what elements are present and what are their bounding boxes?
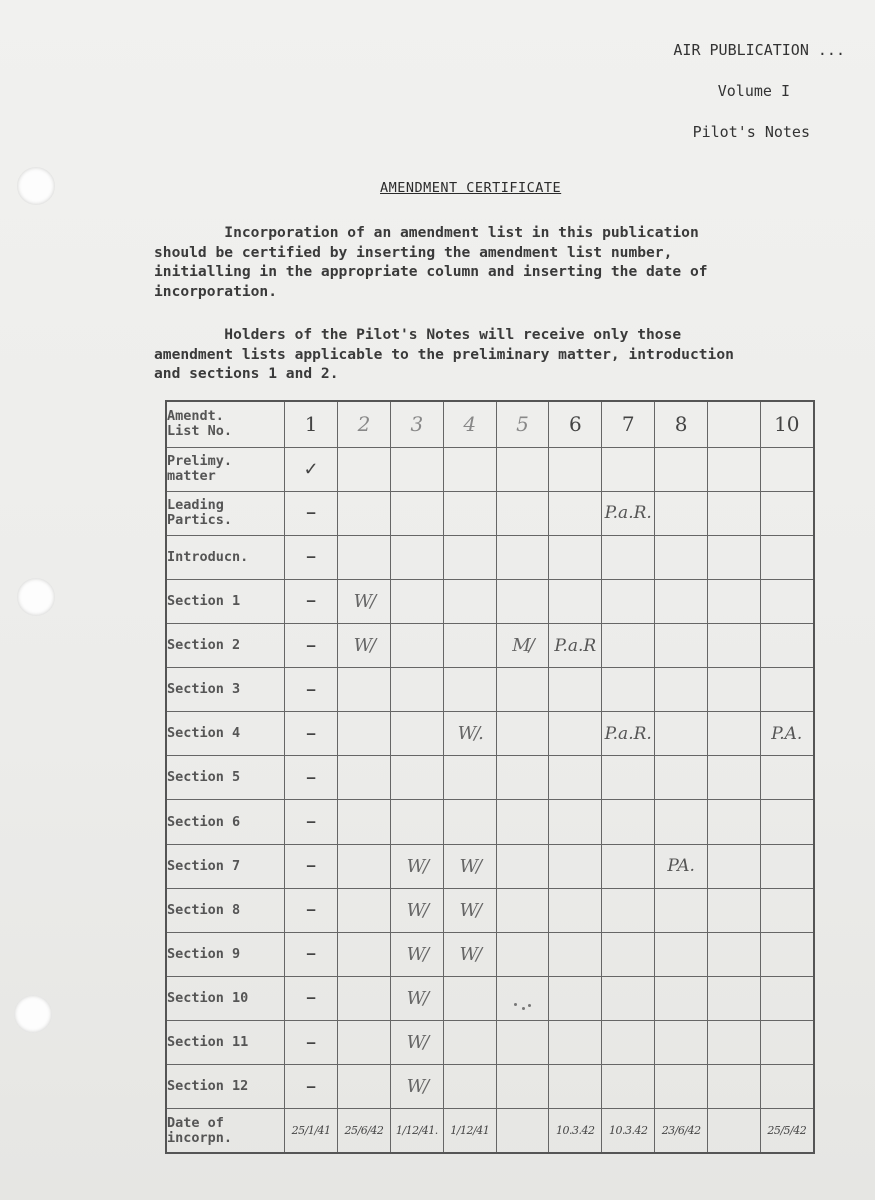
ink-speck [522, 1007, 525, 1010]
empty-cell [708, 491, 761, 535]
empty-cell [760, 932, 814, 976]
empty-cell [708, 712, 761, 756]
initials-cell: M/ [496, 624, 549, 668]
empty-cell [602, 888, 655, 932]
empty-cell [338, 668, 391, 712]
empty-cell [708, 844, 761, 888]
empty-cell [549, 579, 602, 623]
empty-cell [655, 932, 708, 976]
empty-cell [496, 447, 549, 491]
initials-cell: W/ [443, 888, 496, 932]
date-row [166, 1109, 814, 1153]
empty-cell [390, 800, 443, 844]
row-label: Section 10 [166, 976, 285, 1020]
empty-cell [602, 800, 655, 844]
initials-cell: – [285, 579, 338, 623]
empty-cell [760, 756, 814, 800]
table-row [166, 535, 814, 579]
initials-cell: P.a.R. [602, 712, 655, 756]
empty-cell [602, 932, 655, 976]
table-row [166, 1021, 814, 1065]
empty-cell [549, 932, 602, 976]
date-cell: 10.3.42 [549, 1109, 602, 1153]
empty-cell [655, 800, 708, 844]
volume-heading: Volume I [717, 82, 790, 100]
row-label: Section 5 [166, 756, 285, 800]
empty-cell [602, 1065, 655, 1109]
table-row [166, 624, 814, 668]
empty-cell [760, 491, 814, 535]
empty-cell [655, 888, 708, 932]
empty-cell [496, 1021, 549, 1065]
empty-cell [760, 800, 814, 844]
empty-cell [338, 447, 391, 491]
empty-cell [708, 888, 761, 932]
empty-cell [443, 447, 496, 491]
empty-cell [760, 624, 814, 668]
row-label: Prelimy. matter [166, 447, 285, 491]
amendment-list-no-label: Amendt. List No. [166, 401, 285, 447]
empty-cell [655, 447, 708, 491]
initials-cell: W/ [390, 844, 443, 888]
date-cell: 25/6/42 [338, 1109, 391, 1153]
empty-cell [760, 535, 814, 579]
empty-cell [549, 668, 602, 712]
initials-cell: W/. [443, 712, 496, 756]
list-number-cell: 1 [285, 401, 338, 447]
empty-cell [338, 844, 391, 888]
empty-cell [760, 844, 814, 888]
list-number-cell: 5 [496, 401, 549, 447]
table-row [166, 668, 814, 712]
initials-cell: W/ [390, 976, 443, 1020]
row-label: Section 9 [166, 932, 285, 976]
empty-cell [602, 844, 655, 888]
row-label: Section 2 [166, 624, 285, 668]
row-label: Section 7 [166, 844, 285, 888]
empty-cell [496, 932, 549, 976]
punch-hole-middle [17, 578, 55, 616]
empty-cell [390, 756, 443, 800]
empty-cell [443, 1065, 496, 1109]
row-label: Section 4 [166, 712, 285, 756]
empty-cell [338, 976, 391, 1020]
empty-cell [390, 535, 443, 579]
initials-cell: P.a.R [549, 624, 602, 668]
initials-cell: W/ [390, 888, 443, 932]
empty-cell [655, 756, 708, 800]
punch-hole-bottom [14, 995, 52, 1033]
punch-hole-top [17, 167, 55, 205]
empty-cell [496, 976, 549, 1020]
initials-cell: P.a.R. [602, 491, 655, 535]
pilots-notes-heading: Pilot's Notes [692, 123, 810, 141]
empty-cell [443, 756, 496, 800]
empty-cell [496, 800, 549, 844]
empty-cell [549, 888, 602, 932]
air-publication-heading: AIR PUBLICATION ... [673, 41, 845, 59]
empty-cell [390, 624, 443, 668]
table-row [166, 976, 814, 1020]
table-row [166, 932, 814, 976]
empty-cell [549, 800, 602, 844]
ink-speck [514, 1003, 517, 1006]
empty-cell [655, 535, 708, 579]
empty-cell [602, 756, 655, 800]
initials-cell: W/ [443, 844, 496, 888]
list-number-cell: 4 [443, 401, 496, 447]
table-row [166, 579, 814, 623]
empty-cell [549, 712, 602, 756]
initials-cell: – [285, 932, 338, 976]
empty-cell [549, 844, 602, 888]
empty-cell [760, 888, 814, 932]
date-cell: 25/1/41 [285, 1109, 338, 1153]
empty-cell [496, 844, 549, 888]
empty-cell [338, 756, 391, 800]
empty-cell [338, 535, 391, 579]
empty-cell [655, 491, 708, 535]
empty-cell [655, 579, 708, 623]
empty-cell [655, 712, 708, 756]
empty-cell [443, 624, 496, 668]
empty-cell [708, 976, 761, 1020]
empty-cell [602, 976, 655, 1020]
empty-cell [708, 624, 761, 668]
empty-cell [443, 1021, 496, 1065]
empty-cell [390, 579, 443, 623]
amendment-table [165, 400, 815, 1154]
incorporation-paragraph: Incorporation of an amendment list in this publication should be certified by inserting the amendment list number, initialling in the appropriate column and inserting the date of incorporation. [154, 224, 708, 300]
ink-speck [528, 1004, 531, 1007]
date-of-incorporation-label: Date of incorpn. [166, 1109, 285, 1153]
empty-cell [443, 976, 496, 1020]
initials-cell: – [285, 668, 338, 712]
empty-cell [338, 888, 391, 932]
table-row [166, 756, 814, 800]
date-cell: 25/5/42 [760, 1109, 814, 1153]
empty-cell [655, 976, 708, 1020]
initials-cell: – [285, 1021, 338, 1065]
empty-cell [496, 1065, 549, 1109]
empty-cell [443, 800, 496, 844]
empty-cell [390, 491, 443, 535]
empty-cell [708, 579, 761, 623]
empty-cell [338, 1065, 391, 1109]
empty-cell [496, 888, 549, 932]
initials-cell: W/ [390, 1021, 443, 1065]
table-row [166, 844, 814, 888]
empty-cell [602, 579, 655, 623]
empty-cell [496, 535, 549, 579]
empty-cell [760, 1021, 814, 1065]
empty-cell [655, 624, 708, 668]
empty-cell [655, 1065, 708, 1109]
empty-cell [443, 668, 496, 712]
initials-cell: W/ [338, 624, 391, 668]
list-number-cell: 8 [655, 401, 708, 447]
empty-cell [338, 712, 391, 756]
empty-cell [655, 1021, 708, 1065]
row-label: Leading Partics. [166, 491, 285, 535]
empty-cell [390, 447, 443, 491]
empty-cell [602, 447, 655, 491]
row-label: Section 8 [166, 888, 285, 932]
initials-cell: W/ [390, 932, 443, 976]
empty-cell [708, 535, 761, 579]
empty-cell [708, 756, 761, 800]
empty-cell [655, 668, 708, 712]
empty-cell [443, 535, 496, 579]
empty-cell [390, 668, 443, 712]
row-label: Section 6 [166, 800, 285, 844]
row-label: Section 1 [166, 579, 285, 623]
empty-cell [549, 535, 602, 579]
empty-cell [496, 668, 549, 712]
empty-cell [443, 579, 496, 623]
table-row [166, 888, 814, 932]
empty-cell [708, 800, 761, 844]
amendment-certificate-title: AMENDMENT CERTIFICATE [380, 180, 562, 196]
empty-cell [496, 712, 549, 756]
empty-cell [338, 491, 391, 535]
date-cell: 10.3.42 [602, 1109, 655, 1153]
initials-cell: – [285, 712, 338, 756]
empty-cell [496, 1109, 549, 1153]
list-number-cell: 7 [602, 401, 655, 447]
empty-cell [602, 624, 655, 668]
holders-paragraph: Holders of the Pilot's Notes will receive only those amendment lists applicable to the preliminary matter, introduction and sections 1 and 2. [154, 326, 734, 382]
empty-cell [708, 447, 761, 491]
empty-cell [760, 447, 814, 491]
empty-cell [549, 447, 602, 491]
empty-cell [496, 756, 549, 800]
initials-cell: – [285, 756, 338, 800]
date-cell: 23/6/42 [655, 1109, 708, 1153]
table-row [166, 491, 814, 535]
empty-cell [708, 1109, 761, 1153]
initials-cell: W/ [338, 579, 391, 623]
empty-cell [602, 668, 655, 712]
empty-cell [760, 1065, 814, 1109]
list-number-cell [708, 401, 761, 447]
row-label: Section 12 [166, 1065, 285, 1109]
initials-cell: – [285, 888, 338, 932]
empty-cell [390, 712, 443, 756]
empty-cell [708, 1065, 761, 1109]
table-header-row [166, 401, 814, 447]
empty-cell [338, 1021, 391, 1065]
list-number-cell: 3 [390, 401, 443, 447]
list-number-cell: 10 [760, 401, 814, 447]
table-row [166, 1065, 814, 1109]
empty-cell [549, 1065, 602, 1109]
initials-cell: P.A. [760, 712, 814, 756]
empty-cell [708, 932, 761, 976]
empty-cell [760, 579, 814, 623]
initials-cell: W/ [443, 932, 496, 976]
row-label: Section 3 [166, 668, 285, 712]
empty-cell [760, 976, 814, 1020]
initials-cell: – [285, 800, 338, 844]
empty-cell [338, 800, 391, 844]
empty-cell [549, 756, 602, 800]
initials-cell: PA. [655, 844, 708, 888]
empty-cell [496, 491, 549, 535]
table-row [166, 447, 814, 491]
row-label: Introducn. [166, 535, 285, 579]
initials-cell: ✓ [285, 447, 338, 491]
initials-cell: – [285, 624, 338, 668]
list-number-cell: 6 [549, 401, 602, 447]
empty-cell [443, 491, 496, 535]
empty-cell [338, 932, 391, 976]
empty-cell [496, 579, 549, 623]
initials-cell: – [285, 1065, 338, 1109]
empty-cell [602, 535, 655, 579]
initials-cell: W/ [390, 1065, 443, 1109]
initials-cell: – [285, 491, 338, 535]
initials-cell: – [285, 844, 338, 888]
empty-cell [708, 1021, 761, 1065]
empty-cell [549, 976, 602, 1020]
initials-cell: – [285, 976, 338, 1020]
empty-cell [708, 668, 761, 712]
table-row [166, 712, 814, 756]
empty-cell [602, 1021, 655, 1065]
empty-cell [549, 491, 602, 535]
date-cell: 1/12/41. [390, 1109, 443, 1153]
row-label: Section 11 [166, 1021, 285, 1065]
empty-cell [760, 668, 814, 712]
list-number-cell: 2 [338, 401, 391, 447]
date-cell: 1/12/41 [443, 1109, 496, 1153]
initials-cell: – [285, 535, 338, 579]
empty-cell [549, 1021, 602, 1065]
table-row [166, 800, 814, 844]
